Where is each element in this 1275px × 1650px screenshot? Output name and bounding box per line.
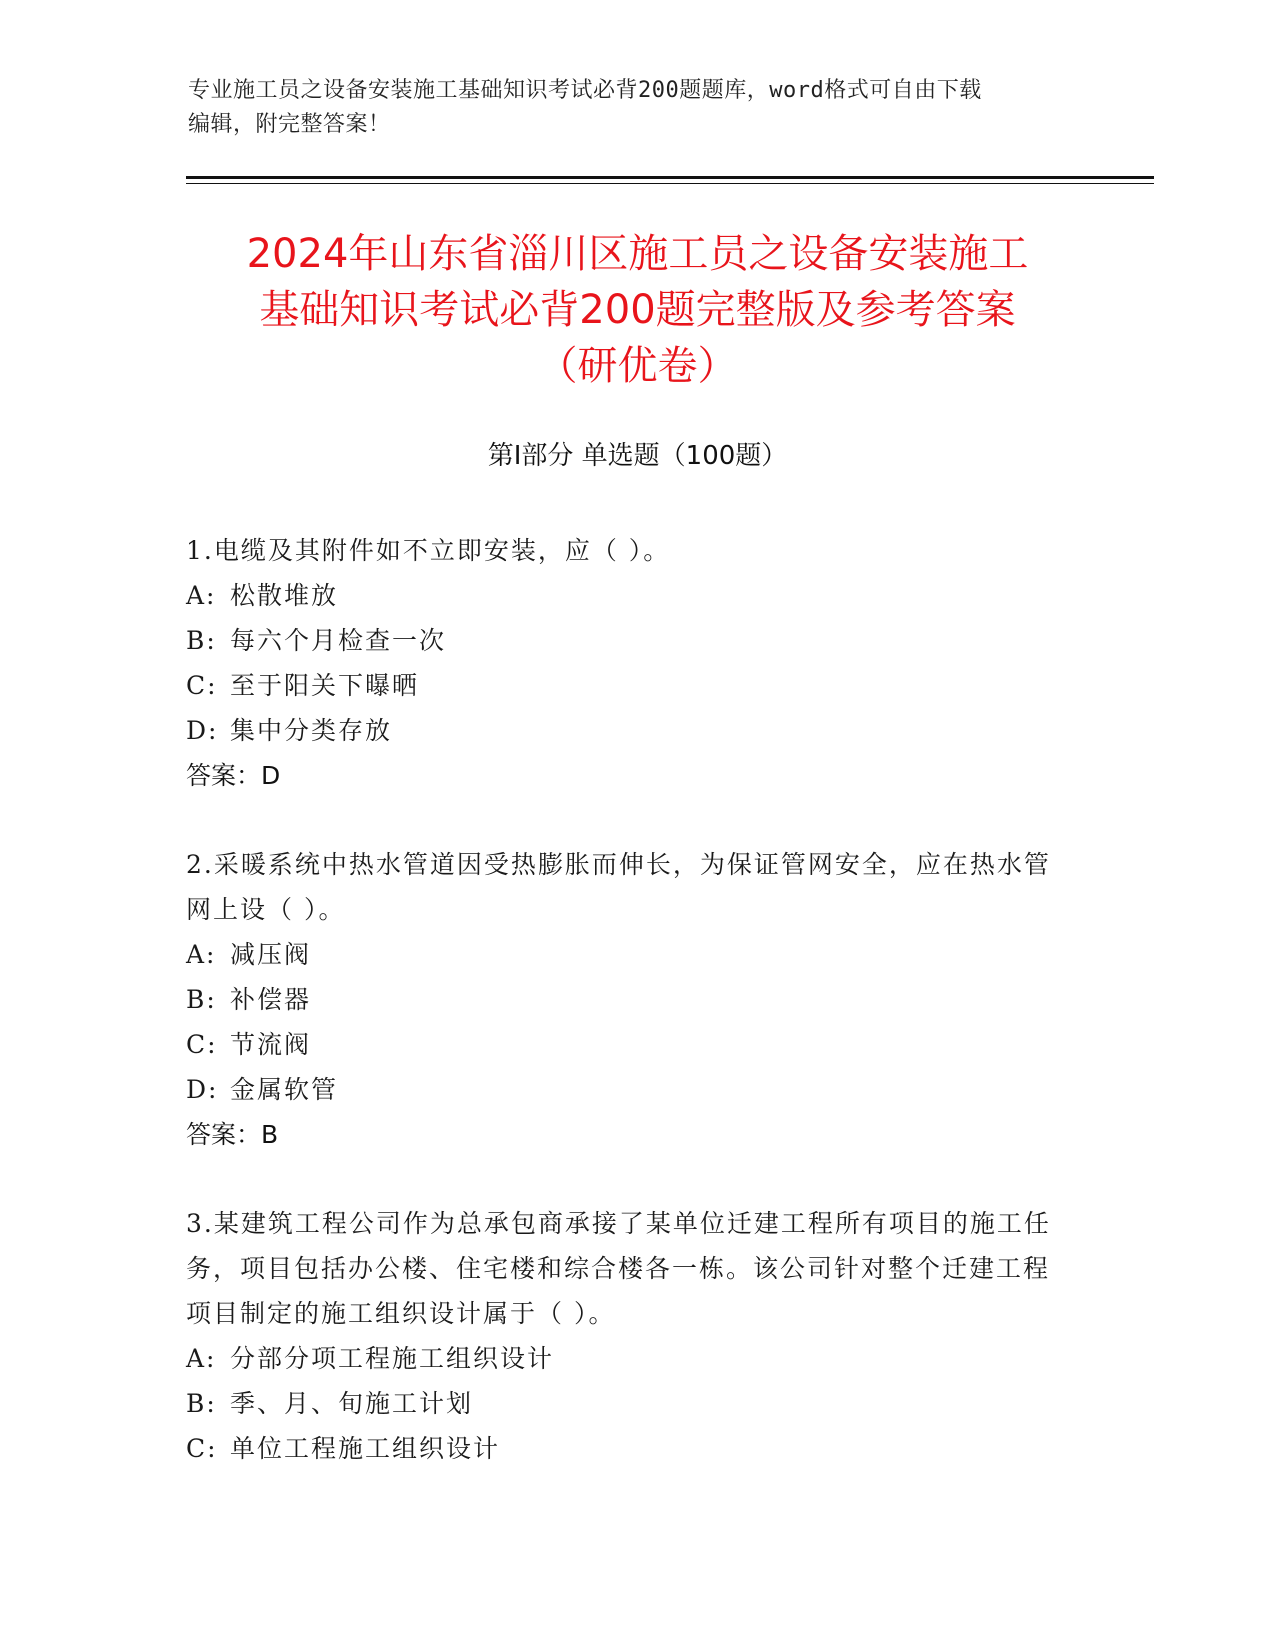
option-c bbox=[186, 663, 1066, 708]
option-letter: B: bbox=[186, 985, 217, 1014]
option-text: 松散堆放 bbox=[230, 581, 339, 610]
option-letter: C: bbox=[186, 671, 218, 700]
option-text: 节流阀 bbox=[230, 1030, 312, 1059]
header-note bbox=[188, 74, 1088, 142]
option-c bbox=[186, 1426, 1066, 1471]
option-b bbox=[186, 977, 1066, 1022]
option-text: 金属软管 bbox=[230, 1075, 339, 1104]
option-c bbox=[186, 1022, 1066, 1067]
header-note-line2: 编辑，附完整答案！ bbox=[188, 112, 391, 137]
option-a bbox=[186, 932, 1066, 977]
option-letter: B: bbox=[186, 626, 217, 655]
option-letter: B: bbox=[186, 1389, 217, 1418]
question-1 bbox=[186, 528, 1066, 798]
option-letter: C: bbox=[186, 1434, 218, 1463]
option-text: 季、月、旬施工计划 bbox=[230, 1389, 474, 1418]
option-text: 至于阳关下曝晒 bbox=[230, 671, 420, 700]
header-note-line1: 专业施工员之设备安装施工基础知识考试必背200题题库，word格式可自由下载 bbox=[188, 78, 982, 103]
option-letter: C: bbox=[186, 1030, 218, 1059]
title-line2: 基础知识考试必背200题完整版及参考答案 bbox=[259, 287, 1016, 333]
option-text: 减压阀 bbox=[230, 940, 312, 969]
question-list bbox=[186, 528, 1066, 1515]
option-letter: A: bbox=[186, 940, 217, 969]
option-a bbox=[186, 1336, 1066, 1381]
question-2 bbox=[186, 842, 1066, 1157]
option-text: 单位工程施工组织设计 bbox=[230, 1434, 501, 1463]
option-d bbox=[186, 708, 1066, 753]
title-line1: 2024年山东省淄川区施工员之设备安装施工 bbox=[246, 231, 1029, 277]
question-stem: 2.采暖系统中热水管道因受热膨胀而伸长，为保证管网安全，应在热水管网上设（ ）。 bbox=[186, 850, 1051, 924]
option-letter: D: bbox=[186, 1075, 219, 1104]
option-text: 每六个月检查一次 bbox=[230, 626, 447, 655]
option-a bbox=[186, 573, 1066, 618]
answer: 答案：B bbox=[186, 1120, 279, 1149]
option-letter: A: bbox=[186, 1344, 217, 1373]
document-title bbox=[150, 226, 1125, 394]
option-text: 补偿器 bbox=[230, 985, 312, 1014]
answer: 答案：D bbox=[186, 761, 281, 790]
option-d bbox=[186, 1067, 1066, 1112]
option-letter: D: bbox=[186, 716, 219, 745]
header-divider-thin bbox=[186, 183, 1154, 184]
section-heading: 第Ⅰ部分 单选题（100题） bbox=[487, 441, 788, 471]
option-b bbox=[186, 1381, 1066, 1426]
question-stem: 3.某建筑工程公司作为总承包商承接了某单位迁建工程所有项目的施工任务，项目包括办公楼、住宅楼和综合楼各一栋。该公司针对整个迁建工程项目制定的施工组织设计属于（ ）。 bbox=[186, 1209, 1051, 1328]
title-line3: （研优卷） bbox=[537, 343, 738, 389]
option-text: 分部分项工程施工组织设计 bbox=[230, 1344, 555, 1373]
question-stem: 1.电缆及其附件如不立即安装，应（ ）。 bbox=[186, 536, 671, 565]
header-divider-thick bbox=[186, 176, 1154, 179]
question-3 bbox=[186, 1201, 1066, 1471]
option-b bbox=[186, 618, 1066, 663]
option-letter: A: bbox=[186, 581, 217, 610]
option-text: 集中分类存放 bbox=[230, 716, 393, 745]
